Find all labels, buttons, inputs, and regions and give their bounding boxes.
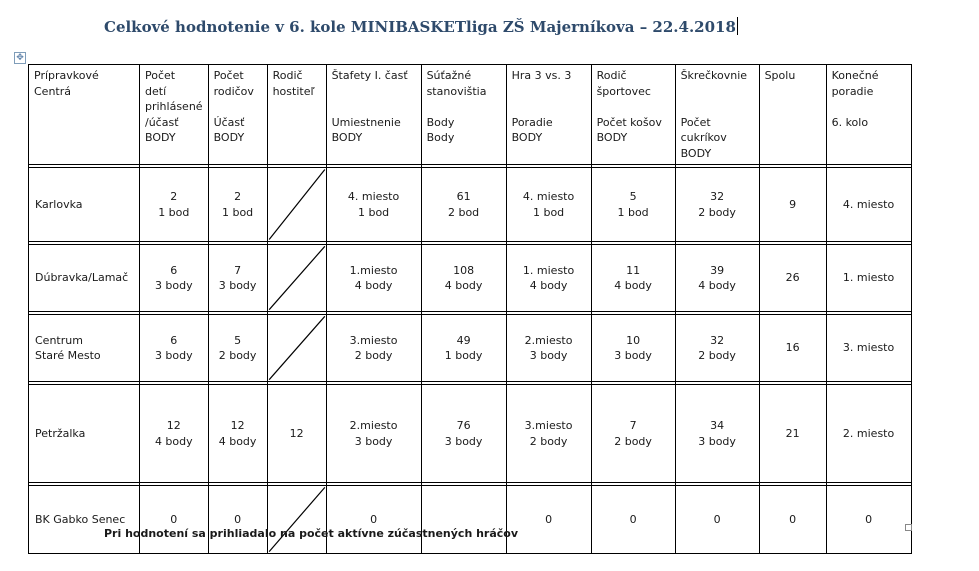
header-line: detí xyxy=(145,84,167,98)
table-row xyxy=(29,486,912,554)
score-cell xyxy=(208,315,267,382)
centre-name-line: Centrum xyxy=(35,333,83,347)
header-line: Umiestnenie xyxy=(331,115,401,129)
score-cell xyxy=(140,315,209,382)
table-row xyxy=(29,168,912,242)
header-cell xyxy=(267,65,326,165)
score-line: 4 body xyxy=(698,279,736,292)
score-line: 2.miesto xyxy=(524,333,573,347)
header-line: /účasť xyxy=(145,115,179,129)
header-line: Počet košov xyxy=(596,115,662,129)
header-line: Body xyxy=(426,131,455,144)
centre-name-cell xyxy=(29,168,140,242)
score-line: 4. miesto xyxy=(522,190,575,203)
centre-name-line: BK Gabko Senec xyxy=(35,512,126,526)
score-line: 1 bod xyxy=(158,205,190,219)
score-line: 0 xyxy=(713,512,721,526)
score-cell xyxy=(208,245,267,312)
header-line: Škrečkovnie xyxy=(680,69,748,82)
header-line: Centrá xyxy=(34,84,71,98)
score-line: 5 xyxy=(629,190,637,203)
score-cell xyxy=(421,168,506,242)
diagonal-strike-icon xyxy=(268,486,326,553)
header-line: hostiteľ xyxy=(272,84,315,98)
score-cell xyxy=(208,486,267,554)
score-cell xyxy=(675,385,759,483)
table-resize-handle[interactable] xyxy=(905,524,912,531)
score-cell xyxy=(826,245,911,312)
header-line: Účasť xyxy=(213,115,245,129)
score-line: 2. miesto xyxy=(842,426,895,440)
header-line: Body xyxy=(426,115,455,129)
score-line: 32 xyxy=(710,333,725,347)
header-line xyxy=(214,99,262,115)
header-cell xyxy=(591,65,675,165)
header-line xyxy=(273,99,321,115)
header-line xyxy=(832,130,906,146)
score-line: 3 body xyxy=(354,434,393,448)
score-cell xyxy=(421,245,506,312)
header-line: Počet xyxy=(145,69,176,82)
score-line: 2 body xyxy=(698,205,736,219)
score-cell xyxy=(506,168,591,242)
centre-name-line: Karlovka xyxy=(35,197,83,211)
header-line: Spolu xyxy=(764,69,796,82)
results-table xyxy=(28,64,912,554)
score-line: 5 xyxy=(234,333,242,347)
score-cell xyxy=(826,315,911,382)
score-cell xyxy=(421,385,506,483)
score-line: 0 xyxy=(629,512,637,526)
header-line xyxy=(332,84,416,100)
header-line xyxy=(681,99,754,115)
header-line: Hra 3 vs. 3 xyxy=(511,69,572,82)
score-line: 3 body xyxy=(154,349,193,362)
header-line xyxy=(34,130,134,146)
score-cell xyxy=(326,315,421,382)
score-cell xyxy=(591,245,675,312)
score-line: 11 xyxy=(626,263,641,277)
score-line: 16 xyxy=(785,341,800,355)
score-cell xyxy=(326,168,421,242)
score-cell xyxy=(591,315,675,382)
header-line: BODY xyxy=(145,131,176,144)
text-cursor xyxy=(737,17,738,35)
score-cell xyxy=(506,385,591,483)
score-line: 4 body xyxy=(354,279,393,292)
header-line: BODY xyxy=(331,131,363,144)
score-cell xyxy=(208,168,267,242)
host-cell-struck xyxy=(267,245,326,312)
centre-name-cell xyxy=(29,385,140,483)
header-line: stanovištia xyxy=(426,84,487,98)
score-line: 2 xyxy=(170,190,178,203)
header-line: BODY xyxy=(213,131,245,144)
table-row xyxy=(29,315,912,382)
header-line xyxy=(427,99,501,115)
score-cell xyxy=(675,245,759,312)
score-cell xyxy=(140,245,209,312)
header-line: Počet cukríkov xyxy=(680,115,727,144)
header-line: rodičov xyxy=(213,84,254,98)
score-cell xyxy=(140,385,209,483)
score-line: 0 xyxy=(234,512,242,526)
score-line: 9 xyxy=(789,197,797,211)
score-cell xyxy=(591,385,675,483)
score-line: 2.miesto xyxy=(349,419,398,432)
score-cell xyxy=(421,486,506,554)
score-line: 6 xyxy=(170,263,178,277)
score-line: 3 body xyxy=(614,349,652,362)
centre-name-cell xyxy=(29,315,140,382)
header-line xyxy=(273,130,321,146)
score-line: 49 xyxy=(456,333,471,347)
header-line: Rodič xyxy=(596,69,627,82)
header-line: 6. kolo xyxy=(831,115,869,129)
score-line: 4 body xyxy=(529,279,568,292)
score-cell xyxy=(759,385,826,483)
header-line xyxy=(765,115,821,131)
score-line: 4. miesto xyxy=(842,197,895,211)
score-cell xyxy=(826,385,911,483)
score-line: 12 xyxy=(166,419,181,432)
score-line: 21 xyxy=(785,426,800,440)
centre-name-line: Petržalka xyxy=(35,426,86,440)
score-line: 34 xyxy=(710,419,725,432)
score-line: 2 body xyxy=(354,349,393,362)
centre-name-line: Staré Mesto xyxy=(35,349,101,362)
diagonal-strike-icon xyxy=(268,168,326,241)
header-line: Prípravkové xyxy=(34,69,99,82)
score-line: 2 body xyxy=(218,349,257,362)
header-line: Súťažné xyxy=(426,69,472,82)
score-line: 3 body xyxy=(444,434,483,448)
header-line xyxy=(765,84,821,100)
score-cell xyxy=(326,245,421,312)
document-title: Celkové hodnotenie v 6. kole MINIBASKETliga ZŠ Majerníkova – 22.4.2018 xyxy=(104,18,736,36)
score-cell xyxy=(675,168,759,242)
header-line: Poradie xyxy=(511,115,553,129)
score-cell xyxy=(591,168,675,242)
score-cell xyxy=(675,486,759,554)
score-line: 2 body xyxy=(614,434,652,448)
score-line: 3 body xyxy=(218,279,257,292)
header-line xyxy=(765,130,821,146)
header-line xyxy=(765,99,821,115)
score-line: 1. miesto xyxy=(842,271,895,285)
score-line: 108 xyxy=(453,263,475,277)
score-line: 1. miesto xyxy=(522,263,575,277)
score-cell xyxy=(759,486,826,554)
table-row xyxy=(29,385,912,483)
score-line: 10 xyxy=(626,333,641,347)
score-line: 2 body xyxy=(529,434,568,448)
header-cell xyxy=(675,65,759,165)
score-cell xyxy=(140,168,209,242)
header-cell xyxy=(208,65,267,165)
score-line: 6 xyxy=(170,333,178,347)
score-line: 1 bod xyxy=(532,205,565,219)
table-move-handle-icon[interactable]: ✥ xyxy=(14,52,26,64)
header-line: Štafety I. časť xyxy=(331,69,408,82)
score-line: 12 xyxy=(230,419,245,432)
header-line xyxy=(597,99,670,115)
header-cell xyxy=(759,65,826,165)
score-line: 32 xyxy=(710,190,725,203)
score-line: 26 xyxy=(785,271,800,285)
score-cell xyxy=(826,168,911,242)
score-line: 3 body xyxy=(154,279,193,292)
score-cell xyxy=(421,315,506,382)
header-line: Počet xyxy=(213,69,244,82)
score-line: 3.miesto xyxy=(349,333,398,347)
header-line xyxy=(34,99,134,115)
header-line: BODY xyxy=(680,146,712,160)
score-line: 2 xyxy=(234,190,242,203)
score-line: 61 xyxy=(456,190,471,203)
header-cell xyxy=(421,65,506,165)
header-line xyxy=(512,84,586,100)
header-line xyxy=(681,84,754,100)
score-cell xyxy=(759,315,826,382)
host-cell-struck xyxy=(267,315,326,382)
score-line: 1 bod xyxy=(221,205,254,219)
score-line: 0 xyxy=(370,512,378,526)
score-line: 0 xyxy=(170,512,178,526)
score-cell xyxy=(826,486,911,554)
score-cell xyxy=(759,245,826,312)
header-line: Konečné xyxy=(831,69,879,82)
score-line: 1.miesto xyxy=(349,263,398,277)
score-line: 4 body xyxy=(218,434,257,448)
header-line: BODY xyxy=(511,131,543,144)
header-cell xyxy=(140,65,209,165)
score-cell xyxy=(675,315,759,382)
header-cell xyxy=(326,65,421,165)
score-line: 2 bod xyxy=(447,205,480,219)
header-line xyxy=(832,99,906,115)
table-row xyxy=(29,245,912,312)
score-line: 7 xyxy=(234,263,242,277)
score-cell xyxy=(506,486,591,554)
header-line: prihlásené xyxy=(145,100,203,113)
score-line: 3 body xyxy=(529,349,568,362)
header-cell xyxy=(29,65,140,165)
centre-name-cell xyxy=(29,245,140,312)
score-line: 12 xyxy=(289,426,304,440)
score-line: 3. miesto xyxy=(842,341,895,355)
score-line: 2 body xyxy=(698,349,736,362)
score-line: 4 body xyxy=(154,434,193,448)
header-line: BODY xyxy=(596,131,628,144)
score-cell xyxy=(506,245,591,312)
host-cell-struck xyxy=(267,486,326,554)
score-line: 0 xyxy=(545,512,553,526)
centre-name-cell xyxy=(29,486,140,554)
score-line: 3.miesto xyxy=(524,419,573,432)
header-line xyxy=(332,99,416,115)
score-cell xyxy=(140,486,209,554)
score-line: 76 xyxy=(456,419,471,432)
host-cell-struck xyxy=(267,168,326,242)
header-cell xyxy=(826,65,911,165)
header-line: Rodič xyxy=(272,69,303,82)
score-cell xyxy=(267,385,326,483)
score-cell xyxy=(759,168,826,242)
score-line: 39 xyxy=(710,263,725,277)
score-cell xyxy=(506,315,591,382)
score-line: 1 bod xyxy=(357,205,390,219)
score-line: 7 xyxy=(629,419,637,432)
score-line: 4 body xyxy=(614,279,652,292)
score-cell xyxy=(326,385,421,483)
header-cell xyxy=(506,65,591,165)
diagonal-strike-icon xyxy=(268,315,326,381)
header-row xyxy=(29,65,912,165)
score-line: 4 body xyxy=(444,279,483,292)
score-line: 0 xyxy=(865,512,873,526)
header-line: poradie xyxy=(831,84,874,98)
centre-name-line: Dúbravka/Lamač xyxy=(35,271,129,285)
score-line: 4. miesto xyxy=(347,190,400,203)
header-line: športovec xyxy=(596,84,651,98)
score-cell xyxy=(326,486,421,554)
footnote: Pri hodnotení sa prihliadalo na počet aktívne zúčastnených hráčov xyxy=(104,527,519,540)
score-line: 0 xyxy=(789,512,797,526)
score-line: 1 bod xyxy=(617,205,649,219)
score-line: 3 body xyxy=(698,434,736,448)
header-line xyxy=(273,115,321,131)
header-line xyxy=(34,115,134,131)
score-cell xyxy=(591,486,675,554)
score-line: 1 body xyxy=(444,349,483,362)
header-line xyxy=(512,99,586,115)
diagonal-strike-icon xyxy=(268,245,326,311)
score-cell xyxy=(208,385,267,483)
